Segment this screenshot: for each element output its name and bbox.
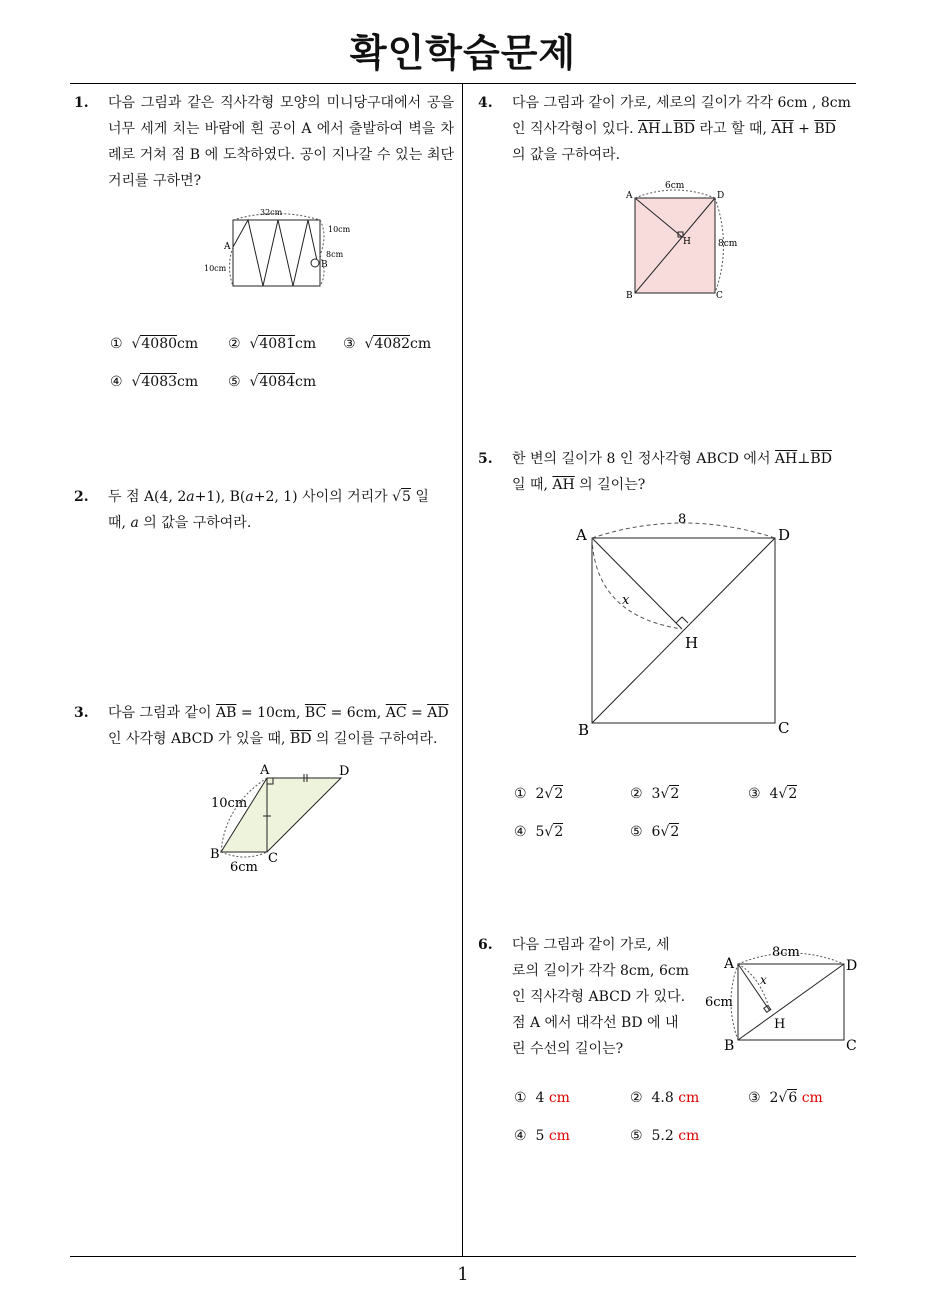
fig5-x-label: x	[622, 593, 630, 608]
problem-text: 한 변의 길이가 8 인 정사각형 ABCD 에서 $\overline{AH}\perp\overline{BD}$ 일 때, $\overline{AH}$ 의 길이는?	[512, 451, 832, 493]
fig3-point-a: A	[260, 763, 270, 778]
option-4[interactable]: ④ √4083cm	[110, 374, 199, 390]
page-number: 1	[457, 1264, 469, 1285]
problem-number: 6.	[478, 937, 493, 953]
top-rule	[70, 83, 856, 84]
problem-1	[74, 90, 454, 194]
problem-number: 1.	[74, 95, 89, 111]
problem-3	[74, 700, 458, 752]
problem-text: 다음 그림과 같이 $\overline{AB} = 10cm$, $\overline{BC} = 6cm$, $\overline{AC} = \overline{AD}$ 인 사각형 ABCD 가 있을 때, $\overline{BD}$ 의 길이를 구하여라.	[108, 705, 449, 747]
option-5[interactable]: ⑤ √4084cm	[228, 374, 317, 390]
fig5-point-d: D	[778, 526, 791, 544]
fig1-point-b: B	[321, 260, 328, 270]
problem-text: 다음 그림과 같은 직사각형 모양의 미니당구대에서 공을 너무 세게 치는 바람에 흰 공이 A 에서 출발하여 벽을 차례로 거쳐 점 B 에 도착하였다. 공이 지나갈 수 있는 최단거리를 구하면?	[108, 95, 454, 189]
fig3-ab-length: 10cm	[211, 796, 248, 811]
option-3[interactable]: ③ 2√6 cm	[748, 1090, 823, 1106]
fig4-point-h: H	[683, 237, 691, 247]
option-1[interactable]: ① √4080cm	[110, 336, 199, 352]
billiard-figure	[200, 205, 370, 295]
option-1[interactable]: ① 2√2	[514, 786, 564, 802]
fig5-point-b: B	[578, 721, 590, 739]
parallelogram-figure	[205, 760, 365, 875]
fig6-point-c: C	[846, 1038, 857, 1054]
fig6-x-label: x	[760, 973, 767, 987]
fig5-point-h: H	[685, 634, 699, 652]
option-2[interactable]: ② 4.8 cm	[630, 1090, 700, 1106]
bottom-rule	[70, 1256, 856, 1257]
option-3[interactable]: ③ √4082cm	[343, 336, 432, 352]
fig1-right1-label: 10cm	[328, 225, 351, 234]
problem-text: 다음 그림과 같이 가로, 세로의 길이가 각각 6cm , 8cm 인 직사각형이 있다. $\overline{AH}\perp\overline{BD}$ 라고 할 때, $\overline{AH} + \overline{BD}$ 의 값을 구하여라.	[512, 95, 851, 163]
option-2[interactable]: ② √4081cm	[228, 336, 317, 352]
problem-2	[74, 484, 458, 536]
fig6-point-h: H	[774, 1017, 786, 1032]
problem-5	[478, 446, 862, 498]
fig5-point-a: A	[576, 526, 587, 544]
rectangle-figure-6	[702, 936, 867, 1061]
problem-number: 2.	[74, 489, 89, 505]
column-divider	[462, 84, 463, 1257]
fig4-point-c: C	[716, 291, 723, 301]
problem-4	[478, 90, 862, 168]
fig5-top-length: 8	[678, 512, 687, 527]
fig1-left-label: 10cm	[204, 264, 227, 273]
fig6-top-length: 8cm	[772, 945, 800, 960]
fig1-point-a: A	[224, 242, 231, 252]
option-5[interactable]: ⑤ 5.2 cm	[630, 1128, 700, 1144]
fig1-top-label: 32cm	[260, 208, 283, 217]
fig1-right2-label: 8cm	[326, 250, 344, 259]
option-3[interactable]: ③ 4√2	[748, 786, 798, 802]
option-1[interactable]: ① 4 cm	[514, 1090, 570, 1106]
fig6-point-b: B	[724, 1038, 735, 1054]
option-5[interactable]: ⑤ 6√2	[630, 824, 680, 840]
fig6-point-a: A	[724, 956, 735, 972]
fig4-top-length: 6cm	[665, 181, 685, 191]
fig3-bc-length: 6cm	[230, 860, 258, 875]
fig4-point-b: B	[626, 291, 633, 301]
problem-text: 다음 그림과 같이 가로, 세 로의 길이가 각각 8cm, 6cm 인 직사각형 ABCD 가 있다. 점 A 에서 대각선 BD 에 내 린 수선의 길이는?	[512, 937, 689, 1057]
option-2[interactable]: ② 3√2	[630, 786, 680, 802]
problem-number: 5.	[478, 451, 493, 467]
option-4[interactable]: ④ 5√2	[514, 824, 564, 840]
fig5-point-c: C	[778, 719, 790, 737]
fig6-point-d: D	[846, 958, 858, 974]
problem-number: 3.	[74, 705, 89, 721]
fig3-point-d: D	[339, 764, 350, 779]
option-4[interactable]: ④ 5 cm	[514, 1128, 570, 1144]
rectangle-figure-4	[620, 176, 750, 306]
fig4-point-a: A	[626, 191, 633, 201]
fig6-left-length: 6cm	[705, 995, 733, 1010]
problem-text: 두 점 A(4, 2a+1), B(a+2, 1) 사이의 거리가 √5 일 때, a 의 값을 구하여라.	[108, 489, 429, 531]
fig4-point-d: D	[717, 191, 725, 201]
problem-number: 4.	[478, 95, 493, 111]
square-figure-5	[570, 506, 800, 746]
fig4-right-length: 8cm	[718, 239, 738, 249]
fig3-point-c: C	[268, 851, 278, 866]
fig3-point-b: B	[210, 847, 220, 862]
problem-6	[478, 932, 704, 1062]
page-title: 확인학습문제	[349, 31, 577, 75]
